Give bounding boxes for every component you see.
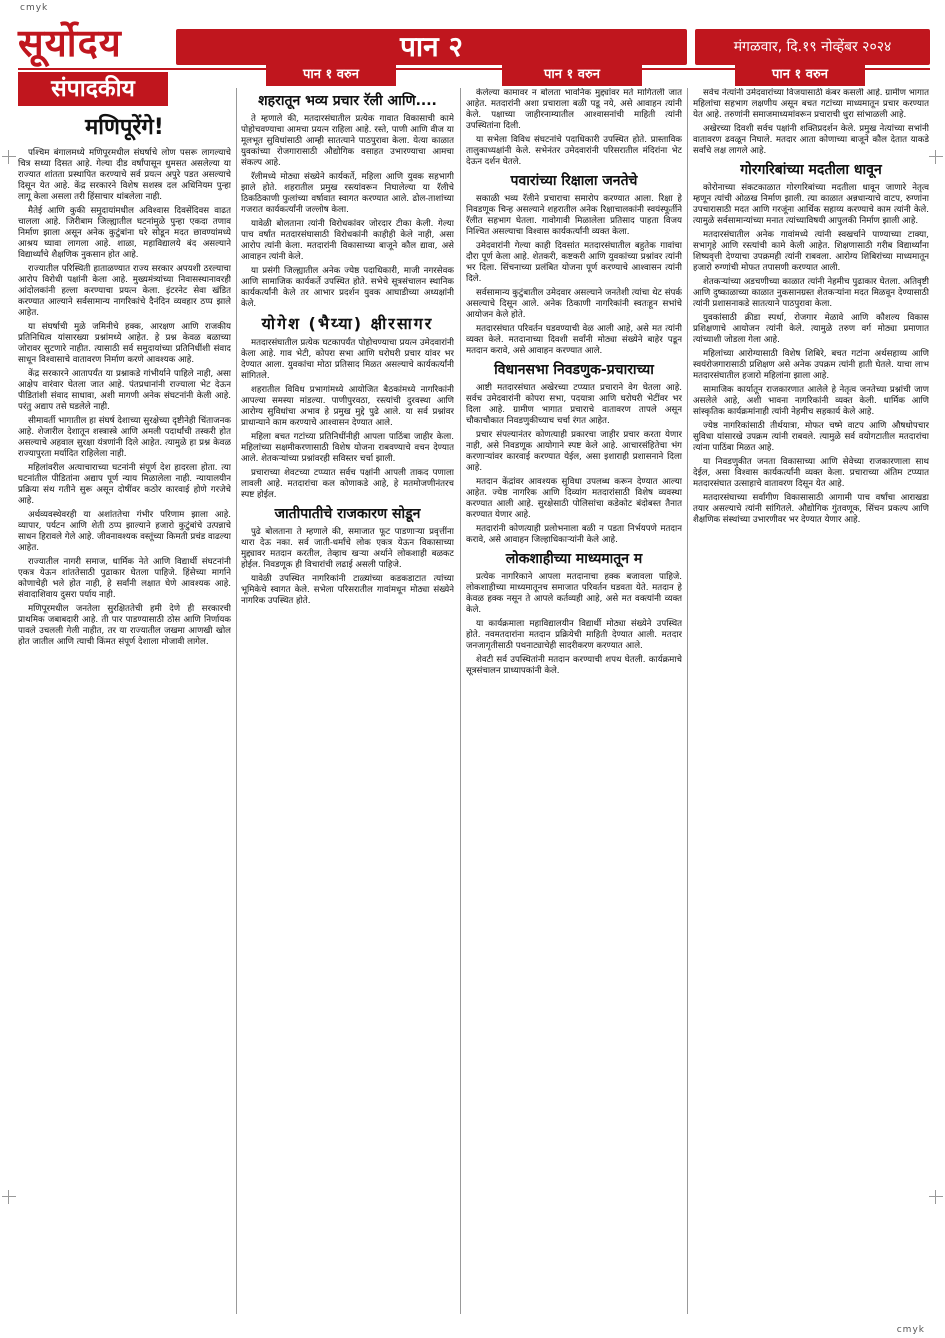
editorial-paragraph: या संघर्षाची मुळे जमिनीचे हक्क, आरक्षण आणि राजकीय प्रतिनिधित्व यांसारख्या प्रश्नांमध्ये आहेत. हे प्रश्न केवळ बळाच्या जोरावर सुटणारे नाहीत. त्यासाठी सर्व समुदायांच्या प्रतिनिधींशी संवाद साधून विश्वासाचे वातावरण निर्माण करणे आवश्यक आहे. bbox=[18, 322, 231, 365]
article-paragraph: प्रचार संपल्यानंतर कोणत्याही प्रकारचा जाहीर प्रचार करता येणार नाही, असे निवडणूक आयोगाने स्पष्ट केले आहे. आचारसंहितेचा भंग करणाऱ्यांवर कारवाई करण्यात येईल, असा इशाराही प्रशासनाने दिला आहे. bbox=[466, 430, 682, 473]
article-headline: लोकशाहीच्या माध्यमातून म bbox=[505, 551, 643, 567]
article-paragraph: आष्टी मतदारसंघात अखेरच्या टप्प्यात प्रचाराने वेग घेतला आहे. सर्वच उमेदवारांनी कोपरा सभा, पदयात्रा आणि घरोघरी भेटींवर भर दिला आहे. ग्रामीण भागात प्रचाराचे वातावरण तापले असून चौकाचौकात निवडणुकीच्याच चर्चा रंगत आहेत. bbox=[466, 383, 682, 426]
article-paragraph: ज्येष्ठ नागरिकांसाठी तीर्थयात्रा, मोफत चष्मे वाटप आणि औषधोपचार सुविधा यांसारखे उपक्रम त्यांनी राबवले. त्यामुळे सर्व वयोगटातील मतदारांचा त्यांना पाठिंबा मिळत आहे. bbox=[693, 421, 929, 453]
article-paragraph: या सभेला विविध संघटनांचे पदाधिकारी उपस्थित होते. प्रास्ताविक तालुकाध्यक्षांनी केले. सभेनंतर उमेदवारांनी परिसरातील मंदिरांना भेट देऊन दर्शन घेतले. bbox=[466, 135, 682, 167]
article-paragraph: मतदान केंद्रांवर आवश्यक सुविधा उपलब्ध करून देण्यात आल्या आहेत. ज्येष्ठ नागरिक आणि दिव्यांग मतदारांसाठी विशेष व्यवस्था करण्यात आली आहे. सुरक्षेसाठी पोलिसांचा कडेकोट बंदोबस्त तैनात करण्यात येणार आहे. bbox=[466, 477, 682, 520]
editorial-paragraph: मणिपूरमधील जनतेला सुरक्षिततेची हमी देणे ही सरकारची प्राथमिक जबाबदारी आहे. ती पार पाडण्यासाठी ठोस आणि निर्णायक पावले उचलली गेली नाहीत, तर या राज्यातील जखमा आणखी खोल होत जातील आणि त्याची किंमत संपूर्ण देशाला मोजावी लागेल. bbox=[18, 604, 231, 647]
column-rule bbox=[687, 88, 688, 1314]
dateline: मंगळवार, दि.१९ नोव्हेंबर २०२४ bbox=[695, 29, 930, 65]
article-paragraph: केलेल्या कामावर न बोलता भावनिक मुद्द्यांवर मते मागितली जात आहेत. मतदारांनी अशा प्रचाराला बळी पडू नये, असे आवाहन त्यांनी केले. पक्षाच्या जाहीरनाम्यातील आश्वासनांची माहिती त्यांनी उपस्थितांना दिली. bbox=[466, 88, 682, 131]
editorial-paragraph: मैतेई आणि कुकी समुदायांमधील अविश्वास दिवसेंदिवस वाढत चालला आहे. जिरीबाम जिल्ह्यातील घटनांमुळे पुन्हा एकदा तणाव निर्माण झाला असून अनेक कुटुंबांना घरे सोडून मदत छावण्यांमध्ये आश्रय घ्यावा लागला आहे. शाळा, महाविद्यालये बंद असल्याने विद्यार्थ्यांचे शैक्षणिक नुकसान होत आहे. bbox=[18, 206, 231, 260]
article-paragraph: प्रत्येक नागरिकाने आपला मतदानाचा हक्क बजावला पाहिजे. लोकशाहीच्या माध्यमातूनच समाजात परिवर्तन घडवता येते. मतदान हे केवळ हक्क नसून ते आपले कर्तव्यही आहे, असे मत वक्त्यांनी व्यक्त केले. bbox=[466, 572, 682, 615]
article-paragraph: कोरोनाच्या संकटकाळात गोरगरिबांच्या मदतीला धावून जाणारे नेतृत्व म्हणून त्यांची ओळख निर्माण झाली. त्या काळात अन्नधान्याचे वाटप, रुग्णांना उपचारासाठी मदत आणि गरजूंना आर्थिक सहाय्य करण्याचे काम त्यांनी केले. त्यामुळे सर्वसामान्यांच्या मनात त्यांच्याविषयी आपुलकी निर्माण झाली आहे. bbox=[693, 183, 929, 226]
editorial-headline: मणिपूरेंगे! bbox=[85, 115, 164, 140]
article-headline: जातीपातीचे राजकारण सोडून bbox=[274, 506, 421, 522]
article-paragraph: मतदारसंघाच्या सर्वांगीण विकासासाठी आगामी पाच वर्षांचा आराखडा तयार असल्याचे त्यांनी सांगितले. औद्योगिक गुंतवणूक, सिंचन प्रकल्प आणि शैक्षणिक संस्थांच्या उभारणीवर भर देण्यात येणार आहे. bbox=[693, 493, 929, 525]
article-paragraph: अखेरच्या दिवशी सर्वच पक्षांनी शक्तिप्रदर्शन केले. प्रमुख नेत्यांच्या सभांनी वातावरण ढवळून निघाले. मतदार आता कोणाच्या बाजूने कौल देतात याकडे सर्वांचे लक्ष लागले आहे. bbox=[693, 124, 929, 156]
article-headline: योगेश (भैय्या) क्षीरसागर bbox=[261, 314, 434, 333]
continued-from-page-1-tab: पान १ वरुन bbox=[266, 64, 396, 86]
article-paragraph: महिलांच्या आरोग्यासाठी विशेष शिबिरे, बचत गटांना अर्थसहाय्य आणि स्वयंरोजगारासाठी प्रशिक्षण असे अनेक उपक्रम त्यांनी हाती घेतले. याचा लाभ मतदारसंघातील हजारो महिलांना झाला आहे. bbox=[693, 349, 929, 381]
editorial-paragraph: पश्चिम बंगालमध्ये मणिपूरमधील संघर्षाचे लोण पसरू लागल्याचे चित्र सध्या दिसत आहे. गेल्या दीड वर्षांपासून धुमसत असलेल्या या राज्यात शांतता प्रस्थापित करण्याचे सर्व प्रयत्न अपुरे पडत असल्याचे दिसून येत आहे. केंद्र सरकारने विशेष सशस्त्र दल अधिनियम पुन्हा लागू केला असला तरी हिंसाचार थांबलेला नाही. bbox=[18, 148, 231, 202]
article-paragraph: प्रचाराच्या शेवटच्या टप्प्यात सर्वच पक्षांनी आपली ताकद पणाला लावली आहे. मतदारांचा कल कोणाकडे आहे, हे मतमोजणीनंतरच स्पष्ट होईल. bbox=[241, 468, 454, 500]
article-paragraph: या निवडणुकीत जनता विकासाच्या आणि सेवेच्या राजकारणाला साथ देईल, असा विश्वास कार्यकर्त्यांनी व्यक्त केला. प्रचाराच्या अंतिम टप्प्यात मतदारसंघात उत्साहाचे वातावरण दिसून येत आहे. bbox=[693, 457, 929, 489]
article-paragraph: शहरातील विविध प्रभागांमध्ये आयोजित बैठकांमध्ये नागरिकांनी आपल्या समस्या मांडल्या. पाणीपुरवठा, रस्त्यांची दुरवस्था आणि आरोग्य सुविधांचा अभाव हे प्रमुख मुद्दे पुढे आले. या सर्व प्रश्नांवर प्राधान्याने काम करण्याचे आश्वासन देण्यात आले. bbox=[241, 385, 454, 428]
article-headline: गोरगरिबांच्या मदतीला धावून bbox=[740, 162, 882, 178]
article-paragraph: युवकांसाठी क्रीडा स्पर्धा, रोजगार मेळावे आणि कौशल्य विकास प्रशिक्षणाचे आयोजन त्यांनी केले. त्यामुळे तरुण वर्ग मोठ्या प्रमाणात त्यांच्याशी जोडला गेला आहे. bbox=[693, 313, 929, 345]
section-band-editorial: संपादकीय bbox=[18, 72, 168, 106]
article-paragraph: पुढे बोलताना ते म्हणाले की, समाजात फूट पाडणाऱ्या प्रवृत्तींना थारा देऊ नका. सर्व जाती-धर्मांचे लोक एकत्र येऊन विकासाच्या मुद्द्यावर मतदान करतील, तेव्हाच खऱ्या अर्थाने लोकशाही बळकट होईल. निवडणूक ही विचारांची लढाई असली पाहिजे. bbox=[241, 527, 454, 570]
article-paragraph: मतदारसंघातील प्रत्येक घटकापर्यंत पोहोचण्याचा प्रयत्न उमेदवारांनी केला आहे. गाव भेटी, कोपरा सभा आणि घरोघरी प्रचार यांवर भर देण्यात आला. युवकांचा मोठा प्रतिसाद मिळत असल्याचे कार्यकर्त्यांनी सांगितले. bbox=[241, 338, 454, 381]
editorial-column bbox=[18, 108, 231, 1318]
crop-mark-right-lower bbox=[929, 1190, 943, 1204]
news-column-4 bbox=[693, 88, 929, 1318]
crop-mark-left-lower bbox=[2, 1190, 16, 1204]
article-paragraph: सकाळी भव्य रॅलीने प्रचाराचा समारोप करण्यात आला. रिक्षा हे निवडणूक चिन्ह असल्याने शहरातील अनेक रिक्षाचालकांनी स्वयंस्फूर्तीने रॅलीत सहभाग घेतला. गावोगावी मिळालेला प्रतिसाद पाहता विजय निश्चित असल्याचा विश्वास कार्यकर्त्यांनी व्यक्त केला. bbox=[466, 194, 682, 237]
editorial-paragraph: राज्यातील परिस्थिती हाताळण्यात राज्य सरकार अपयशी ठरल्याचा आरोप विरोधी पक्षांनी केला आहे. मुख्यमंत्र्यांच्या निवासस्थानावरही आंदोलकांनी हल्ला करण्याचा प्रयत्न केला. इंटरनेट सेवा खंडित करण्यात आल्याने सर्वसामान्य नागरिकांचे दैनंदिन व्यवहार ठप्प झाले आहेत. bbox=[18, 264, 231, 318]
column-rule bbox=[236, 88, 237, 1314]
registration-mark-bottom: cmyk bbox=[896, 1325, 925, 1335]
article-paragraph: मतदारांनी कोणत्याही प्रलोभनाला बळी न पडता निर्भयपणे मतदान करावे, असे आवाहन जिल्हाधिकाऱ्यांनी केले आहे. bbox=[466, 524, 682, 545]
article-paragraph: मतदारसंघात परिवर्तन घडवण्याची वेळ आली आहे, असे मत त्यांनी व्यक्त केले. मतदानाच्या दिवशी सर्वांनी मोठ्या संख्येने बाहेर पडून मतदान करावे, असे आवाहन करण्यात आले. bbox=[466, 324, 682, 356]
editorial-paragraph: सीमावर्ती भागातील हा संघर्ष देशाच्या सुरक्षेच्या दृष्टीनेही चिंताजनक आहे. शेजारील देशातून शस्त्रास्त्रे आणि अमली पदार्थांची तस्करी होत असल्याचे अहवाल सुरक्षा यंत्रणांनी दिले आहेत. त्यामुळे हा प्रश्न केवळ राज्यापुरता मर्यादित राहिलेला नाही. bbox=[18, 416, 231, 459]
article-paragraph: महिला बचत गटांच्या प्रतिनिधींनीही आपला पाठिंबा जाहीर केला. महिलांच्या सक्षमीकरणासाठी विशेष योजना राबवण्याचे वचन देण्यात आले. शेतकऱ्यांच्या प्रश्नांवरही सविस्तर चर्चा झाली. bbox=[241, 432, 454, 464]
article-headline: शहरातून भव्य प्रचार रॅली आणि.... bbox=[258, 93, 437, 109]
article-paragraph: शेतकऱ्यांच्या अडचणीच्या काळात त्यांनी नेहमीच पुढाकार घेतला. अतिवृष्टी आणि दुष्काळाच्या काळात नुकसानग्रस्त शेतकऱ्यांना मदत मिळवून देण्यासाठी त्यांनी प्रशासनाकडे सातत्याने पाठपुरावा केला. bbox=[693, 277, 929, 309]
article-paragraph: या प्रसंगी जिल्ह्यातील अनेक ज्येष्ठ पदाधिकारी, माजी नगरसेवक आणि सामाजिक कार्यकर्ते उपस्थित होते. सभेचे सूत्रसंचालन स्थानिक कार्यकर्त्यांनी केले तर आभार प्रदर्शन युवक आघाडीच्या अध्यक्षांनी केले. bbox=[241, 266, 454, 309]
article-paragraph: रॅलीमध्ये मोठ्या संख्येने कार्यकर्ते, महिला आणि युवक सहभागी झाले होते. शहरातील प्रमुख रस्त्यांवरून निघालेल्या या रॅलीचे ठिकठिकाणी फुलांच्या वर्षावात स्वागत करण्यात आले. ढोल-ताशांच्या गजरात कार्यकर्त्यांनी जल्लोष केला. bbox=[241, 172, 454, 215]
continued-from-page-1-tab: पान १ वरुन bbox=[502, 64, 642, 86]
article-paragraph: सर्वसामान्य कुटुंबातील उमेदवार असल्याने जनतेशी त्यांचा थेट संपर्क असल्याचे दिसून आले. अनेक ठिकाणी नागरिकांनी स्वतःहून सभांचे आयोजन केले होते. bbox=[466, 288, 682, 320]
article-paragraph: यावेळी बोलताना त्यांनी विरोधकांवर जोरदार टीका केली. गेल्या पाच वर्षांत मतदारसंघासाठी विरोधकांनी काहीही केले नाही, असा आरोप त्यांनी केला. मतदारांनी विकासाच्या बाजूने कौल द्यावा, असे आवाहन त्यांनी केले. bbox=[241, 219, 454, 262]
crop-mark-right-upper bbox=[929, 150, 943, 164]
editorial-paragraph: महिलांवरील अत्याचाराच्या घटनांनी संपूर्ण देश हादरला होता. त्या घटनांतील पीडितांना अद्याप पूर्ण न्याय मिळालेला नाही. न्यायालयीन प्रक्रिया संथ गतीने सुरू असून दोषींवर कठोर कारवाई होणे गरजेचे आहे. bbox=[18, 463, 231, 506]
continued-from-page-1-tab: पान १ वरुन bbox=[735, 64, 865, 86]
article-paragraph: शेवटी सर्व उपस्थितांनी मतदान करण्याची शपथ घेतली. कार्यक्रमाचे सूत्रसंचालन प्राध्यापकांनी केले. bbox=[466, 655, 682, 676]
article-paragraph: या कार्यक्रमाला महाविद्यालयीन विद्यार्थी मोठ्या संख्येने उपस्थित होते. नवमतदारांना मतदान प्रक्रियेची माहिती देण्यात आली. मतदार जनजागृतीसाठी पथनाट्याचेही सादरीकरण करण्यात आले. bbox=[466, 619, 682, 651]
article-headline: पवारांच्या रिक्षाला जनतेचे bbox=[510, 173, 638, 189]
article-paragraph: सामाजिक कार्यातून राजकारणात आलेले हे नेतृत्व जनतेच्या प्रश्नांची जाण असलेले आहे, अशी भावना नागरिकांनी व्यक्त केली. धार्मिक आणि सांस्कृतिक कार्यक्रमांनाही त्यांनी नेहमीच सहकार्य केले आहे. bbox=[693, 385, 929, 417]
article-paragraph: मतदारसंघातील अनेक गावांमध्ये त्यांनी स्वखर्चाने पाण्याच्या टाक्या, सभागृहे आणि रस्त्यांची कामे केली आहेत. शिक्षणासाठी गरीब विद्यार्थ्यांना शिष्यवृत्ती देण्याचा उपक्रमही त्यांनी राबवला. आरोग्य शिबिरांच्या माध्यमातून हजारो रुग्णांची मोफत तपासणी करण्यात आली. bbox=[693, 230, 929, 273]
news-column-2 bbox=[241, 88, 454, 1318]
article-paragraph: सर्वच नेत्यांनी उमेदवारांच्या विजयासाठी कंबर कसली आहे. ग्रामीण भागात महिलांचा सहभाग लक्षणीय असून बचत गटांच्या माध्यमातून प्रचार करण्यात येत आहे. तरुणांनी समाजमाध्यमांवरून प्रचाराची धुरा सांभाळली आहे. bbox=[693, 88, 929, 120]
crop-mark-left-upper bbox=[2, 150, 16, 164]
masthead bbox=[18, 18, 930, 70]
newspaper-logo: सूर्योदय bbox=[18, 20, 122, 65]
editorial-paragraph: अर्थव्यवस्थेवरही या अशांततेचा गंभीर परिणाम झाला आहे. व्यापार, पर्यटन आणि शेती ठप्प झाल्याने हजारो कुटुंबांचे उत्पन्नाचे साधन हिरावले गेले आहे. जीवनावश्यक वस्तूंच्या किमती प्रचंड वाढल्या आहेत. bbox=[18, 510, 231, 553]
article-paragraph: यावेळी उपस्थित नागरिकांनी टाळ्यांच्या कडकडाटात त्यांच्या भूमिकेचे स्वागत केले. सभेला परिसरातील गावांमधून मोठ्या संख्येने नागरिक उपस्थित होते. bbox=[241, 574, 454, 606]
column-rule bbox=[460, 88, 461, 1314]
news-column-3 bbox=[466, 88, 682, 1318]
article-headline: विधानसभा निवडणुक-प्रचाराच्या bbox=[494, 362, 654, 378]
editorial-paragraph: राज्यातील नागरी समाज, धार्मिक नेते आणि विद्यार्थी संघटनांनी एकत्र येऊन शांततेसाठी पुढाकार घेतला पाहिजे. हिंसेच्या मार्गाने कोणाचेही भले होत नाही, हे सर्वांनी लक्षात घेणे आवश्यक आहे. संवादाशिवाय दुसरा पर्याय नाही. bbox=[18, 557, 231, 600]
article-paragraph: ते म्हणाले की, मतदारसंघातील प्रत्येक गावात विकासाची कामे पोहोचवण्याचा आमचा प्रयत्न राहिला आहे. रस्ते, पाणी आणि वीज या मूलभूत सुविधांसाठी आम्ही सातत्याने पाठपुरावा केला. येत्या काळात युवकांच्या रोजगारासाठी औद्योगिक वसाहत उभारण्याचा आमचा संकल्प आहे. bbox=[241, 114, 454, 168]
page-number-banner: पान २ bbox=[176, 29, 687, 65]
editorial-paragraph: केंद्र सरकारने आतापर्यंत या प्रश्नाकडे गांभीर्याने पाहिले नाही, असा आक्षेप वारंवार घेतला जात आहे. पंतप्रधानांनी राज्याला भेट देऊन पीडितांशी संवाद साधावा, अशी मागणी अनेक संघटनांनी केली आहे. परंतु अद्याप तसे घडलेले नाही. bbox=[18, 369, 231, 412]
article-paragraph: उमेदवारांनी गेल्या काही दिवसांत मतदारसंघातील बहुतेक गावांचा दौरा पूर्ण केला आहे. शेतकरी, कष्टकरी आणि युवकांच्या प्रश्नांवर त्यांनी भर दिला. सिंचनाच्या प्रलंबित योजना पूर्ण करण्याचे आश्वासन त्यांनी दिले. bbox=[466, 241, 682, 284]
registration-mark-top: cmyk bbox=[20, 3, 49, 13]
